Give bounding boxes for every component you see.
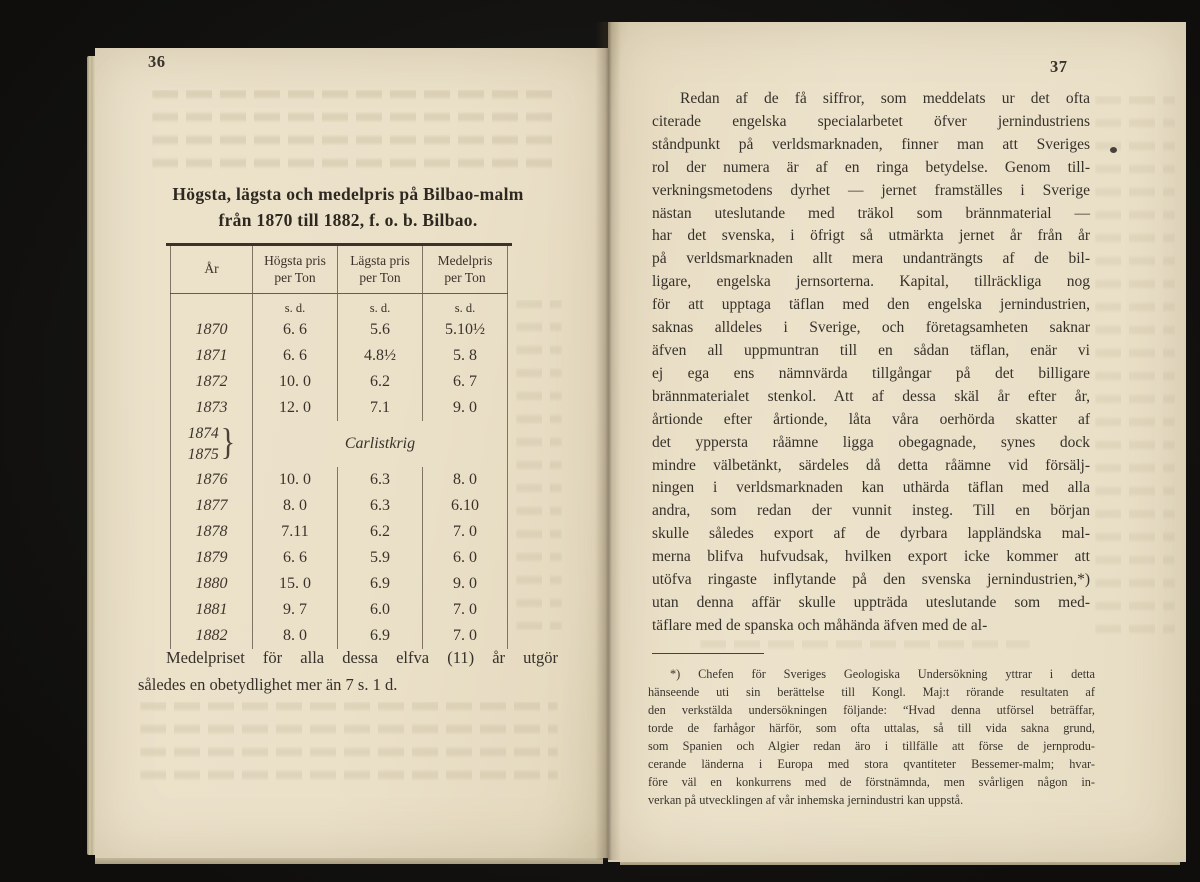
year-cell: 1878 [171, 519, 253, 545]
year-cell: 1880 [171, 571, 253, 597]
bleedthrough-ghost [140, 702, 558, 790]
mean-price-cell: 8. 0 [423, 467, 508, 493]
table-row [171, 317, 508, 343]
body-line: ningen i verldsmarknaden kan uthärda täflan med alla [652, 479, 1090, 497]
price-table [170, 246, 508, 649]
year-cell: 1881 [171, 597, 253, 623]
footnote-line: den verkstälda undersökningen följande: “Hvad denna utförsel beträffar, [648, 703, 1095, 717]
body-paragraph [652, 88, 1090, 638]
footnote-line: hänseende uti sin berättelse till Kongl. Maj:t rörande resultaten af [648, 685, 1095, 699]
bleedthrough-ghost [152, 90, 560, 174]
bleedthrough-ghost [1095, 96, 1175, 641]
high-price-cell: 12. 0 [253, 395, 338, 421]
mean-price-cell: 6.10 [423, 493, 508, 519]
body-line: för att upptaga täflan med den engelska jernindustrien, [652, 296, 1090, 314]
low-price-cell: 4.8½ [338, 343, 423, 369]
war-note: Carlistkrig [253, 421, 508, 467]
body-line: mindre välbetänkt, särdeles då detta råämne vid försälj- [652, 456, 1090, 474]
body-line: brännmaterialet stenkol. Att af dessa skäl år efter år, [652, 387, 1090, 405]
table-row [171, 395, 508, 421]
low-price-cell: 6.0 [338, 597, 423, 623]
high-price-cell: 7.11 [253, 519, 338, 545]
mean-price-cell: 7. 0 [423, 519, 508, 545]
low-price-cell: 6.2 [338, 369, 423, 395]
mean-price-cell: 7. 0 [423, 623, 508, 649]
column-header: Högsta pris per Ton [253, 246, 338, 294]
year-cell: 1882 [171, 623, 253, 649]
unit-row [171, 293, 508, 317]
footnote-line: cerande länderna i Europa med stora qvantiteter Bessemer-malm; hvar- [648, 757, 1095, 771]
footnote-line: före väl en konkurrens med de förstnämnda, men svårligen någon in- [648, 775, 1095, 789]
mean-price-cell: 6. 0 [423, 545, 508, 571]
body-line: rol der numera är af en ringa betydelse. Genom till- [652, 158, 1090, 176]
body-line: utöfva ringaste inflytande på den svenska jernindustrien,*) [652, 571, 1090, 589]
unit-label: s. d. [423, 293, 508, 317]
mean-price-cell: 5.10½ [423, 317, 508, 343]
bleedthrough-ghost [516, 300, 562, 630]
table-row [171, 369, 508, 395]
body-line: saknas alldeles i Sverige, och företagsamheten saknar [652, 319, 1090, 337]
footnote-paragraph [648, 665, 1095, 809]
column-header: Medelpris per Ton [423, 246, 508, 294]
year-cell: 1873 [171, 395, 253, 421]
low-price-cell: 5.6 [338, 317, 423, 343]
high-price-cell: 6. 6 [253, 317, 338, 343]
high-price-cell: 8. 0 [253, 493, 338, 519]
low-price-cell: 6.3 [338, 467, 423, 493]
table-row [171, 597, 508, 623]
footnote-line: verkan på utvecklingen af vår inhemska jernindustri kan uppstå. [648, 793, 964, 807]
body-line: det yppersta råämne ligga obegagnade, synes dock [652, 433, 1090, 451]
body-line: har det svenska, i öfrigt så utmärkta jernet år från år [652, 227, 1090, 245]
mean-price-cell: 7. 0 [423, 597, 508, 623]
low-price-cell: 7.1 [338, 395, 423, 421]
table-row [171, 467, 508, 493]
body-line: nästan uteslutande med träkol som brännmaterial — [652, 204, 1090, 222]
ink-speck [1110, 147, 1117, 153]
low-price-cell: 6.3 [338, 493, 423, 519]
table-row [171, 545, 508, 571]
high-price-cell: 6. 6 [253, 343, 338, 369]
body-line: merna blifva hufvudsak, hvilken export icke kommer att [652, 548, 1090, 566]
high-price-cell: 10. 0 [253, 467, 338, 493]
year-cell: 1877 [171, 493, 253, 519]
unit-label: s. d. [338, 293, 423, 317]
year-cell: 1876 [171, 467, 253, 493]
table-row [171, 571, 508, 597]
body-line: ej ega ens nämnvärda tillgångar på det billigare [652, 364, 1090, 382]
summary-line: Medelpriset för alla dessa elfva (11) år utgör [166, 648, 558, 667]
year-cell: 1872 [171, 369, 253, 395]
year-cell: 1871 [171, 343, 253, 369]
unit-label: s. d. [253, 293, 338, 317]
price-table-wrap [170, 243, 508, 649]
mean-price-cell: 9. 0 [423, 395, 508, 421]
mean-price-cell: 9. 0 [423, 571, 508, 597]
body-line: Redan af de få siffror, som meddelats ur det ofta [680, 90, 1090, 107]
mean-price-cell: 6. 7 [423, 369, 508, 395]
column-header: Lägsta pris per Ton [338, 246, 423, 294]
table-title [138, 181, 558, 233]
high-price-cell: 8. 0 [253, 623, 338, 649]
high-price-cell: 10. 0 [253, 369, 338, 395]
body-line: täflare med de spanska och måhända äfven med de al- [652, 616, 988, 634]
high-price-cell: 9. 7 [253, 597, 338, 623]
footnote-line: som Spanien och Algier redan äro i tillfälle att förse de jernprodu- [648, 739, 1095, 753]
body-line: skulle således export af de dyrbara lappländska mal- [652, 525, 1090, 543]
column-header: År [171, 246, 253, 294]
body-line: på verldsmarknaden allt mera undanträngts af de bil- [652, 250, 1090, 268]
year-pair-cell: 1874 1875 } [171, 421, 253, 467]
page-number-right: 37 [1050, 57, 1068, 76]
page-number-left: 36 [148, 52, 166, 71]
table-row [171, 421, 508, 467]
body-line: citerade engelska specialarbetet öfver jernindustriens [652, 112, 1090, 130]
low-price-cell: 6.9 [338, 623, 423, 649]
table-title-line2: från 1870 till 1882, f. o. b. Bilbao. [218, 210, 478, 230]
body-line: utan denna affär skulle uppträda uteslutande som med- [652, 593, 1090, 611]
footnote-separator [652, 653, 764, 654]
body-line: verkningsmetodens dyrhet — jernet framställes i Sverige [652, 181, 1090, 199]
high-price-cell: 15. 0 [253, 571, 338, 597]
price-table-header [171, 246, 508, 294]
body-line: andra, som redan der vunnit insteg. Till en början [652, 502, 1090, 520]
body-line: ståndpunkt på verldsmarknaden, finner man att Sveriges [652, 135, 1090, 153]
high-price-cell: 6. 6 [253, 545, 338, 571]
table-row [171, 343, 508, 369]
table-title-line1: Högsta, lägsta och medelpris på Bilbao-malm [172, 184, 524, 204]
table-row [171, 519, 508, 545]
low-price-cell: 6.9 [338, 571, 423, 597]
summary-paragraph [138, 644, 558, 698]
low-price-cell: 5.9 [338, 545, 423, 571]
table-row [171, 493, 508, 519]
book-gutter [595, 22, 621, 860]
summary-line: således en obetydlighet mer än 7 s. 1 d. [138, 675, 398, 694]
year-cell: 1879 [171, 545, 253, 571]
low-price-cell: 6.2 [338, 519, 423, 545]
body-line: årtionde efter årtionde, låta våra oerhörda skatter af [652, 410, 1090, 428]
footnote-line: torde de farhågor härför, som ofta uttalas, så till vida sakna grund, [648, 721, 1095, 735]
mean-price-cell: 5. 8 [423, 343, 508, 369]
body-line: ligare, engelska jernsorterna. Kapital, tillräckliga nog [652, 273, 1090, 291]
year-cell: 1870 [171, 317, 253, 343]
footnote-line: *) Chefen för Sveriges Geologiska Undersökning yttrar i detta [670, 667, 1095, 681]
body-line: äfven all uppmuntran till en sådan täflan, enär vi [652, 341, 1090, 359]
unit-empty [171, 293, 253, 317]
